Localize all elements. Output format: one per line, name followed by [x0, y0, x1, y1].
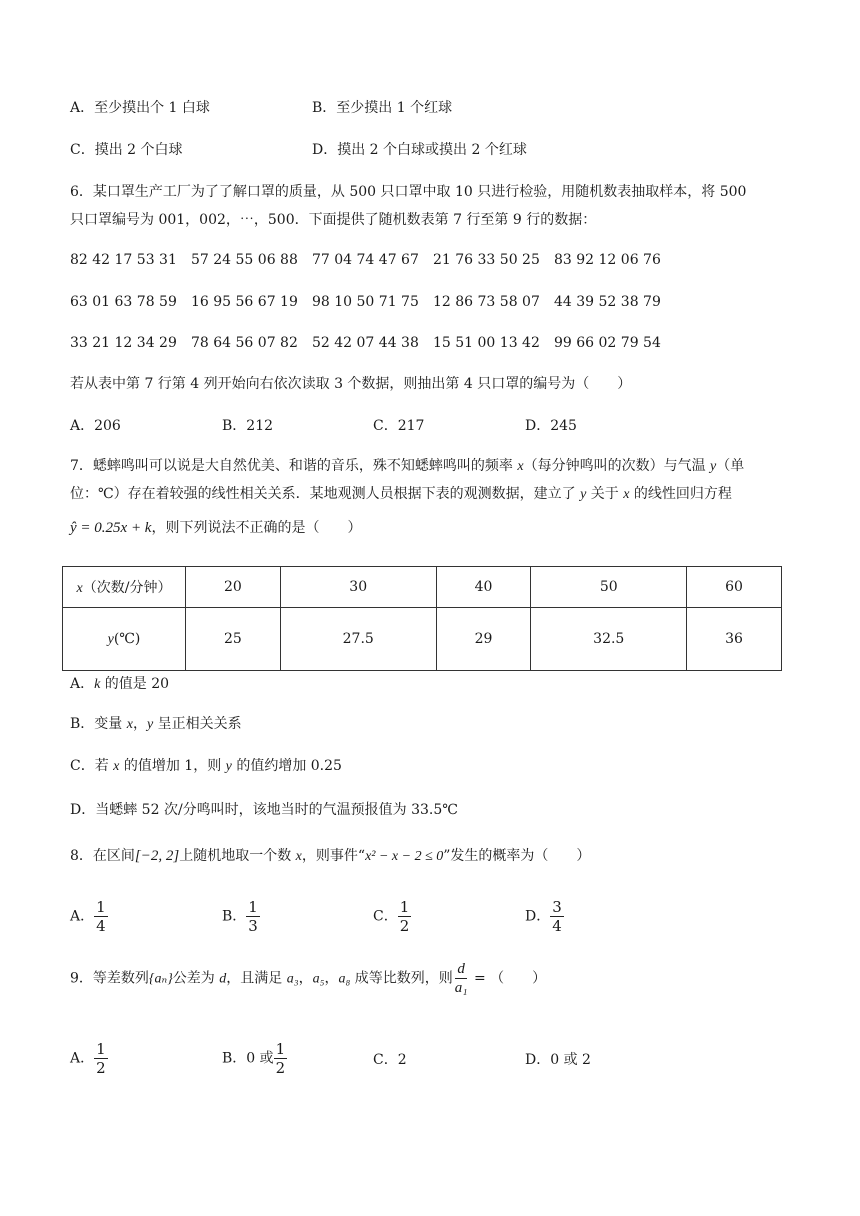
numerator: 1 [399, 898, 410, 916]
label: B．0 或 [222, 1050, 274, 1067]
denominator: 2 [275, 1059, 286, 1077]
denominator: 4 [96, 917, 106, 935]
label: D． [525, 908, 551, 925]
q7-option-a [70, 674, 169, 695]
fraction [246, 898, 260, 935]
text: 呈正相关关系 [153, 716, 242, 732]
var-x: x [623, 487, 630, 502]
random-cell: 52 42 07 44 38 [312, 335, 419, 351]
text: ”发生的概率为（ ） [443, 848, 591, 864]
text: 公差为 [172, 970, 220, 987]
term-a8: a₈ [338, 971, 351, 987]
text: 的值约增加 0.25 [231, 758, 342, 774]
q5-option-c: C．摸出 2 个白球 [70, 142, 183, 158]
random-cell: 44 39 52 38 79 [554, 294, 661, 310]
denominator: 2 [96, 1059, 106, 1077]
q9-option-c: C．2 [373, 1052, 407, 1068]
table-cell: 25 [186, 608, 281, 671]
table-cell: 60 [687, 567, 782, 608]
q6-option-c: C．217 [373, 418, 425, 434]
table-cell: 40 [436, 567, 531, 608]
denominator: 3 [248, 917, 258, 935]
sequence: {aₙ} [148, 971, 173, 987]
text: 上随机地取一个数 [179, 848, 296, 864]
text: ， [298, 970, 313, 987]
random-cell: 99 66 02 79 54 [554, 335, 661, 351]
text: C．若 [70, 758, 114, 774]
random-cell: 83 92 12 06 76 [554, 252, 661, 268]
text: ，则下列说法不正确的是（ ） [151, 520, 362, 536]
var-y: y [710, 459, 717, 474]
fraction [550, 898, 564, 935]
q5-option-a: A．至少摸出个 1 白球 [70, 100, 210, 116]
q6-stem-line1: 6．某口罩生产工厂为了了解口罩的质量，从 500 只口罩中取 10 只进行检验，用随机数表抽取样本，将 500 [70, 184, 747, 200]
text: ，且满足 [226, 970, 287, 987]
random-cell: 78 64 56 07 82 [191, 335, 298, 351]
fraction [274, 1040, 288, 1077]
q6-question: 若从表中第 7 行第 4 列开始向右依次读取 3 个数据，则抽出第 4 只口罩的编号为（ ） [70, 376, 632, 392]
random-cell: 63 01 63 78 59 [70, 294, 177, 310]
observation-table [62, 566, 782, 671]
regression-equation: ŷ = 0.25x + k [70, 520, 152, 536]
random-cell: 33 21 12 34 29 [70, 335, 177, 351]
q8-option-c [373, 898, 411, 935]
random-cell: 21 76 33 50 25 [433, 252, 540, 268]
label: A． [70, 676, 95, 692]
fraction [398, 898, 412, 935]
q6-stem-line2: 只口罩编号为 001，002，⋯，500．下面提供了随机数表第 7 行至第 9 行的数据： [70, 212, 597, 228]
table-cell: 36 [687, 608, 782, 671]
text: 9．等差数列 [70, 970, 149, 987]
numerator: 1 [275, 1040, 286, 1058]
q7-stem-line2 [70, 484, 732, 505]
var-x: x [517, 459, 524, 474]
q8-option-a [70, 898, 108, 935]
text: ，则事件“ [301, 848, 366, 864]
q9-option-a [70, 1040, 108, 1077]
q9-stem [70, 960, 546, 997]
var-k: k [94, 677, 101, 692]
q7-option-d: D．当蟋蟀 52 次/分鸣叫时，该地当时的气温预报值为 33.5℃ [70, 802, 458, 818]
fraction [94, 898, 108, 935]
text: 成等比数列，则 [350, 970, 453, 987]
text: 的线性回归方程 [629, 486, 732, 502]
text: 的值增加 1，则 [119, 758, 226, 774]
var-y: y [580, 487, 587, 502]
text: ， [324, 970, 339, 987]
event-inequality: x² − x − 2 ≤ 0 [365, 849, 444, 864]
q6-option-a: A．206 [70, 418, 121, 434]
numerator: 3 [552, 898, 562, 916]
var-y: y [146, 717, 154, 732]
q8-stem [70, 846, 590, 867]
text: 8．在区间 [70, 848, 135, 864]
q7-option-c [70, 756, 342, 777]
numerator: 1 [248, 898, 258, 916]
text: = （ ） [469, 970, 547, 987]
var-d: d [219, 971, 227, 987]
random-cell: 16 95 56 67 19 [191, 294, 298, 310]
q8-option-b [222, 898, 260, 935]
q7-stem-line1 [70, 456, 744, 477]
interval: [−2, 2] [134, 848, 180, 864]
table-cell: 27.5 [280, 608, 436, 671]
text: 关于 [586, 486, 624, 502]
q8-option-d [525, 898, 564, 935]
numerator: 1 [96, 898, 106, 916]
q6-option-b: B．212 [222, 418, 274, 434]
random-cell: 77 04 74 47 67 [312, 252, 419, 268]
numerator: 1 [96, 1040, 106, 1058]
unit: （次数/分钟） [82, 580, 172, 596]
table-cell: 30 [280, 567, 436, 608]
q7-stem-line3 [70, 518, 361, 538]
numerator: d [457, 961, 465, 977]
var-x: x [113, 759, 120, 774]
random-cell: 82 42 17 53 31 [70, 252, 177, 268]
fraction [94, 1040, 108, 1077]
fraction [453, 960, 470, 997]
q9-option-b [222, 1040, 287, 1077]
var-x: x [295, 849, 302, 864]
var-x: x [126, 717, 133, 732]
random-cell: 12 86 73 58 07 [433, 294, 540, 310]
q9-option-d: D．0 或 2 [525, 1052, 591, 1068]
table-row [63, 567, 782, 608]
denominator: a₁ [454, 980, 468, 996]
denominator: 4 [552, 917, 562, 935]
term-a3: a₃ [286, 971, 299, 987]
text: B．变量 [70, 716, 127, 732]
q7-option-b [70, 714, 242, 735]
q5-option-b: B．至少摸出 1 个红球 [312, 100, 453, 116]
label: C． [373, 908, 398, 925]
random-cell: 15 51 00 13 42 [433, 335, 540, 351]
text: （单 [716, 458, 745, 474]
q5-option-d: D．摸出 2 个白球或摸出 2 个红球 [312, 142, 527, 158]
random-cell: 98 10 50 71 75 [312, 294, 419, 310]
header-y [63, 608, 186, 671]
text: 位：℃）存在着较强的线性相关关系．某地观测人员根据下表的观测数据，建立了 [70, 486, 581, 502]
unit: (℃) [113, 630, 141, 647]
label: B． [222, 908, 247, 925]
text: （每分钟鸣叫的次数）与气温 [523, 458, 711, 474]
table-cell: 29 [436, 608, 531, 671]
table-cell: 20 [186, 567, 281, 608]
label: A． [70, 1050, 95, 1067]
q6-option-d: D．245 [525, 418, 577, 434]
var-y: y [107, 631, 114, 647]
var-y: y [225, 759, 232, 774]
var-x: x [76, 581, 83, 596]
table-cell: 50 [531, 567, 687, 608]
text: ， [132, 716, 147, 732]
random-cell: 57 24 55 06 88 [191, 252, 298, 268]
table-cell: 32.5 [531, 608, 687, 671]
table-row [63, 608, 782, 671]
label: A． [70, 908, 95, 925]
denominator: 2 [399, 917, 410, 935]
text: 的值是 20 [100, 676, 170, 692]
header-x [63, 567, 186, 608]
text: 7．蟋蟀鸣叫可以说是大自然优美、和谐的音乐，殊不知蟋蟀鸣叫的频率 [70, 458, 518, 474]
term-a5: a₅ [312, 971, 325, 987]
